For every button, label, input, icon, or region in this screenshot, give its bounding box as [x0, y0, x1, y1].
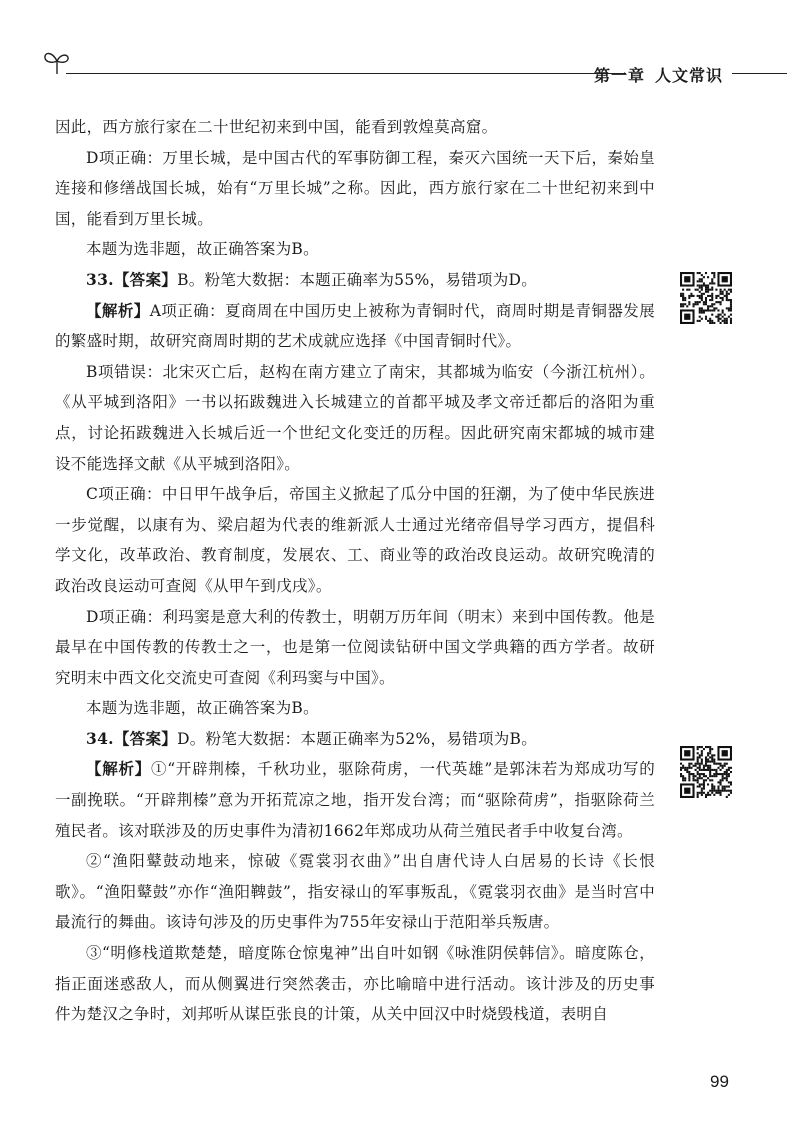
analysis-34: 【解析】①“开辟荆榛，千秋功业，驱除荷虏，一代英雄”是郭沫若为郑成功写的一副挽联。“开辟荆榛”意为开拓荒凉之地，指开发台湾；而“驱除荷虏”，指驱除荷兰殖民者。该对联涉及的历史事件为清初1662年郑成功从荷兰殖民者手中收复台湾。 [55, 759, 656, 840]
paragraph: D项正确：万里长城，是中国古代的军事防御工程，秦灭六国统一天下后，秦始皇连接和修缮战国长城，始有“万里长城”之称。因此，西方旅行家在二十世纪初来到中国，能看到万里长城。 [55, 148, 655, 228]
qr-code-34[interactable] [680, 746, 732, 798]
header-rule-right [732, 73, 787, 74]
page-body [55, 112, 655, 1030]
paragraph: 本题为选非题，故正确答案为B。 [86, 240, 319, 259]
paragraph: ②“渔阳鼙鼓动地来，惊破《霓裳羽衣曲》”出自唐代诗人白居易的长诗《长恨歌》。“渔阳鼙鼓”亦作“渔阳鞞鼓”，指安禄山的军事叛乱，《霓裳羽衣曲》是当时宫中最流行的舞曲。该诗句涉及的历史事件为755年安禄山于范阳举兵叛唐。 [55, 852, 655, 932]
page-number: 99 [710, 1072, 729, 1091]
analysis-label: 【解析】 [86, 759, 151, 779]
answer-33: 33.【答案】B。粉笔大数据：本题正确率为55%，易错项为D。 [86, 269, 538, 289]
chapter-heading [594, 63, 723, 86]
answer-34: 34.【答案】D。粉笔大数据：本题正确率为52%，易错项为B。 [86, 728, 538, 748]
header-rule-left [66, 73, 626, 74]
answer-label: 33.【答案】 [86, 269, 178, 289]
paragraph: C项正确：中日甲午战争后，帝国主义掀起了瓜分中国的狂潮，为了使中华民族进一步觉醒，以康有为、梁启超为代表的维新派人士通过光绪帝倡导学习西方，提倡科学文化，改革政治、教育制度，发展农、工、商业等的政治改良运动。故研究晚清的政治改良运动可查阅《从甲午到戊戌》。 [55, 485, 655, 595]
paragraph: ③“明修栈道欺楚楚，暗度陈仓惊鬼神”出自叶如钢《咏淮阴侯韩信》。暗度陈仓，指正面迷惑敌人，而从侧翼进行突然袭击，亦比喻暗中进行活动。该计涉及的历史事件为楚汉之争时，刘邦听从谋臣张良的计策，从关中回汉中时烧毁栈道，表明自 [55, 944, 655, 1024]
analysis-label: 【解析】 [86, 300, 150, 320]
chapter-title: 人文常识 [655, 66, 724, 85]
analysis-33: 【解析】A项正确：夏商周在中国历史上被称为青铜时代，商周时期是青铜器发展的繁盛时期，故研究商周时期的艺术成就应选择《中国青铜时代》。 [55, 300, 656, 351]
paragraph: 因此，西方旅行家在二十世纪初来到中国，能看到敦煌莫高窟。 [55, 118, 498, 136]
paragraph: D项正确：利玛窦是意大利的传教士，明朝万历年间（明末）来到中国传教。他是最早在中国传教的传教士之一，也是第一位阅读钻研中国文学典籍的西方学者。故研究明末中西文化交流史可查阅《利玛窦与中国》。 [55, 607, 655, 687]
chapter-number: 第一章 [594, 66, 646, 85]
paragraph: B项错误：北宋灭亡后，赵构在南方建立了南宋，其都城为临安（今浙江杭州）。《从平城到洛阳》一书以拓跋魏进入长城建立的首都平城及孝文帝迁都后的洛阳为重点，讨论拓跋魏进入长城后近一个世纪文化变迁的历程。因此研究南宋都城的城市建设不能选择文献《从平城到洛阳》。 [55, 362, 655, 473]
answer-label: 34.【答案】 [86, 728, 178, 748]
page-header [42, 46, 787, 86]
sprout-icon [42, 46, 72, 76]
paragraph: 本题为选非题，故正确答案为B。 [86, 699, 319, 718]
qr-code-33[interactable] [680, 272, 732, 324]
